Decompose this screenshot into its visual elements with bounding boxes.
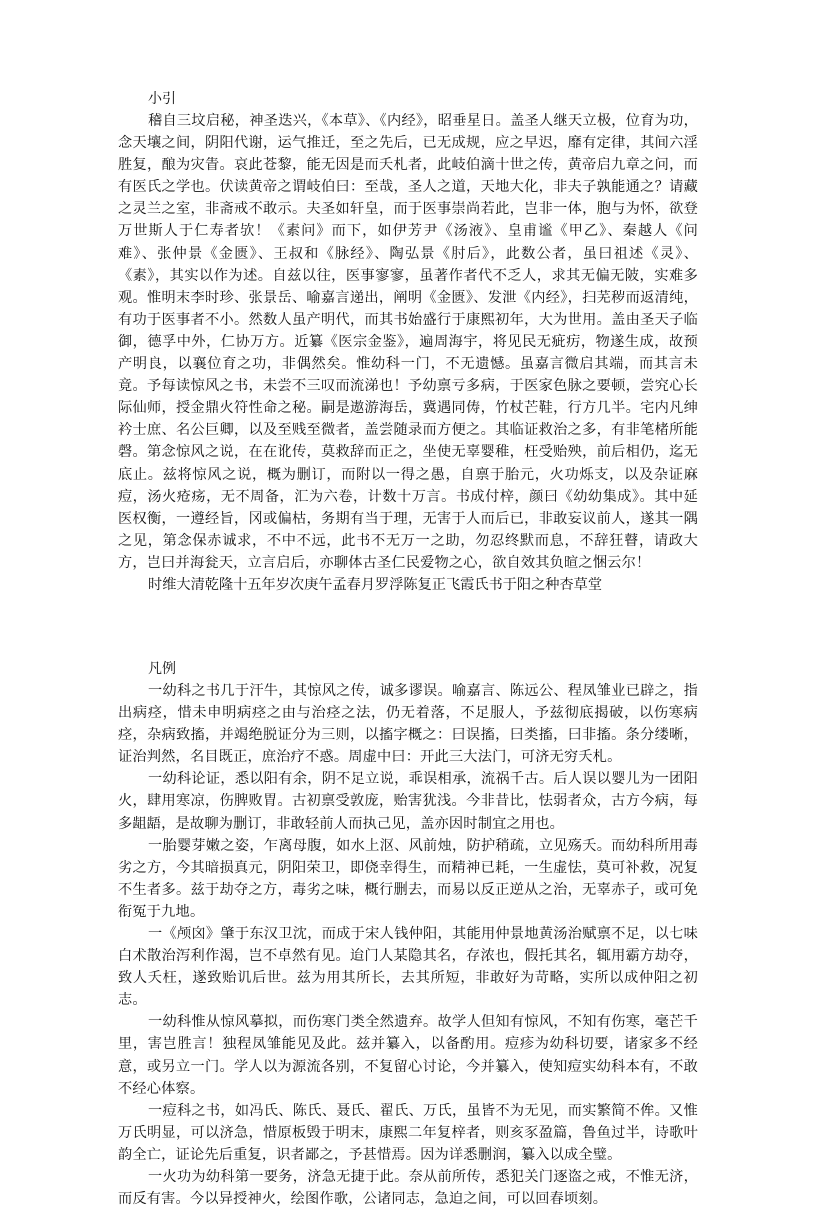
preface-signature: 时维大清乾隆十五年岁次庚午孟春月罗浮陈复正飞霞氏书于阳之种杏草堂 (148, 576, 603, 593)
fanli-section (118, 658, 698, 1210)
page-content (118, 88, 698, 1210)
fanli-item: 一火功为幼科第一要务，济急无捷于此。奈从前所传，悉犯关门逐盗之戒，不惟无济，而反有害。今以异授神火，绘图作歌，公诸同志，急迫之间，可以回春顷刻。 (118, 1169, 698, 1208)
fanli-item: 一幼科论证，悉以阳有余，阴不足立说，乖误相承，流祸千古。后人误以婴儿为一团阳火，肆用寒凉，伤脾败胃。古初禀受敦庞，贻害犹浅。今非昔比，怯弱者众，古方今病，每多龃龉，是故聊为删订，非敢轻前人而执己见，盖亦因时制宜之用也。 (118, 771, 698, 832)
preface-title: 小引 (148, 91, 176, 107)
fanli-item: 一幼科惟从惊风摹拟，而伤寒门类全然遗弃。故学人但知有惊风，不知有伤寒，毫芒千里，害岂胜言！独程凤雏能见及此。兹并纂入，以备酌用。痘疹为幼科切要，诸家多不经意，或另立一门。学人以为源流各别，不复留心讨论，今并纂入，使知痘实幼科本有，不敢不经心体察。 (118, 1014, 698, 1097)
section-spacer (118, 596, 698, 658)
fanli-item: 一胎婴芽嫩之姿，乍离母腹，如水上沤、风前烛，防护稍疏，立见殇夭。而幼科所用毒劣之方，今其暗损真元，阴阳荣卫，即侥幸得生，而精神已耗，一生虚怯，莫可补救，况复不生者多。兹于劫夺之方，毒劣之味，概行删去，而易以反正逆从之治，无辜赤子，或可免衔冤于九地。 (118, 837, 698, 920)
fanli-item: 一幼科之书几于汗牛，其惊风之传，诚多谬误。喻嘉言、陈远公、程凤雏业已辟之，指出病痉，惜未申明病痉之由与治痉之法，仍无着落，不足服人，予兹彻底揭破，以伤寒病痉，杂病致搐，并竭绝脱证分为三则，以搐字概之：曰误搐，曰类搐，曰非搐。条分缕晰，证治判然，名目既正，庶治疗不惑。周虚中曰：开此三大法门，可济无穷夭札。 (118, 682, 698, 766)
fanli-title: 凡例 (148, 660, 176, 677)
fanli-item: 一《颅囟》肇于东汉卫沈，而成于宋人钱仲阳，其能用仲景地黄汤治赋禀不足，以七味白术散治泻利作渴，岂不卓然有见。迨门人某隐其名，存浓也，假托其名，辄用霸方劫夺，致人夭枉，遂致贻讥后世。兹为用其所长，去其所短，非敢好为苛略，实所以成仲阳之初志。 (118, 926, 698, 1009)
preface-body: 稽自三坟启秘，神圣迭兴，《本草》、《内经》，昭垂星日。盖圣人继天立极，位育为功，念天壤之间，阴阳代谢，运气推迁，至之先后，已无成规，应之早迟，靡有定律，其间六淫胜复，酿为灾眚。哀此苍黎，能无因是而夭札者，此岐伯滴十世之传，黄帝启九章之问，而有医氏之学也。伏读黄帝之谓岐伯曰：至哉，圣人之道，天地大化，非夫子孰能通之？请藏之灵兰之室，非斋戒不敢示。夫圣如轩皇，而于医事崇尚若此，岂非一体，胞与为怀，欲登万世斯人于仁寿者欤！《素问》而下，如伊芳尹《汤液》、皇甫谧《甲乙》、秦越人《问难》、张仲景《金匮》、王叔和《脉经》、陶弘景《肘后》，此数公者，虽曰祖述《灵》、《素》，其实以作为述。自兹以往，医事寥寥，虽著作者代不乏人，求其无偏无陂，实难多观。惟明末李时珍、张景岳、喻嘉言递出，阐明《金匮》、发泄《内经》，扫芜秽而返清纯，有功于医事者不小。然数人虽产明代，而其书始盛行于康熙初年，大为世用。盖由圣天子临御，德孚中外，仁协万方。近纂《医宗金鉴》，遍周海宇，将见民无疵疠，物遂生成，故预产明良，以襄位育之功，非偶然矣。惟幼科一门，不无遗憾。虽嘉言微启其端，而其言未竟。予每读惊风之书，未尝不三叹而流涕也！予幼禀亏多病，于医家色脉之要顿，尝究心长际仙师，授金鼎火符性命之秘。嗣是遨游海岳，冀遇同俦，竹杖芒鞋，行方几半。宅内凡绅衿士庶、名公巨卿，以及至贱至微者，盖尝随录而方便之。其临证救治之多，有非笔楮所能磬。第念惊风之说，在在讹传，莫救辞而正之，坐使无辜婴稚，枉受贻殃，前后相仍，迄无底止。兹将惊风之说，概为删订，而附以一得之愚，自禀于胎元，火功烁支，以及杂证麻痘，汤火疮疡，无不周备，汇为六卷，计数十万言。书成付梓，颜曰《幼幼集成》。其中延医权衡，一遵经旨，冈或偏枯，务期有当于理，无害于人而后已，非敢妄议前人，遂其一隅之见，第念保赤诚求，不中不远，此书不无万一之助，勿忍终默而息，不辞狂瞽，请政大方，岂曰并海瓮天，立言启后，亦聊体古圣仁民爱物之心，欲自效其负暄之悃云尔！ (118, 113, 698, 571)
fanli-item: 一痘科之书，如冯氏、陈氏、聂氏、翟氏、万氏，虽皆不为无见，而实繁简不侔。又惟万氏明显，可以济急，惜原板毁于明末，康熙二年复梓者，则亥豕盈篇，鲁鱼过半，诗歌叶韵全亡，证论先后重复，识者鄙之，予甚惜焉。因为详悉删润，纂入以成全璧。 (118, 1102, 698, 1163)
preface-section (118, 88, 698, 596)
